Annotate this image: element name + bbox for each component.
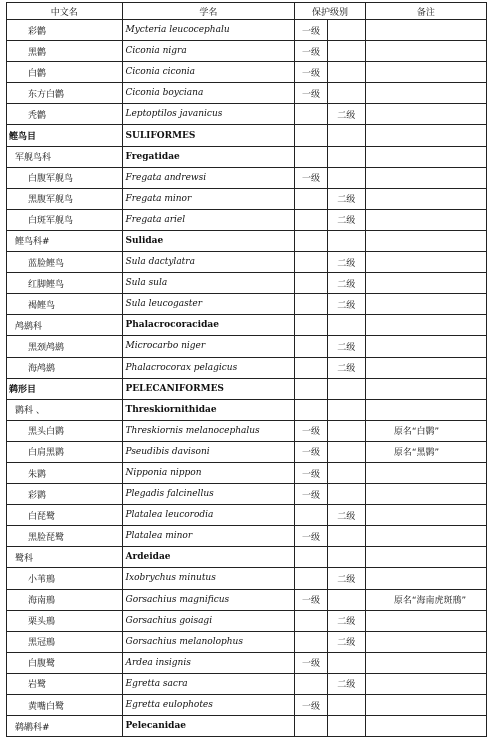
chinese-name-cell: 海鸬鹚 xyxy=(7,357,123,378)
chinese-name-cell: 黑冠鳽 xyxy=(7,631,123,652)
scientific-name-cell: Fregata ariel xyxy=(122,209,295,230)
remarks-cell xyxy=(365,652,486,673)
remarks-cell xyxy=(365,62,486,83)
chinese-name-cell: 白肩黑鹮 xyxy=(7,441,123,462)
chinese-name-cell: 东方白鹳 xyxy=(7,83,123,104)
scientific-name-cell: Ciconia ciconia xyxy=(122,62,295,83)
level-two-cell: 二级 xyxy=(327,505,365,526)
scientific-name-cell: Ardeidae xyxy=(122,547,295,568)
scientific-name-cell: Sula leucogaster xyxy=(122,294,295,315)
chinese-name-cell: 鸬鹚科 xyxy=(7,315,123,336)
remarks-cell xyxy=(365,252,486,273)
level-two-cell xyxy=(327,167,365,188)
level-one-cell: 一级 xyxy=(295,62,328,83)
remarks-cell xyxy=(365,399,486,420)
species-row xyxy=(7,441,487,462)
level-two-cell xyxy=(327,547,365,568)
scientific-name-cell: Phalacrocoracidae xyxy=(122,315,295,336)
level-two-cell xyxy=(327,83,365,104)
level-two-cell: 二级 xyxy=(327,252,365,273)
remarks-cell xyxy=(365,462,486,483)
chinese-name-cell: 彩鹳 xyxy=(7,20,123,41)
remarks-cell xyxy=(365,83,486,104)
scientific-name-cell: Ciconia nigra xyxy=(122,41,295,62)
level-two-cell: 二级 xyxy=(327,209,365,230)
scientific-name-cell: Ixobrychus minutus xyxy=(122,568,295,589)
remarks-cell xyxy=(365,357,486,378)
chinese-name-cell: 黑鹳 xyxy=(7,41,123,62)
chinese-name-cell: 鹮科 、 xyxy=(7,399,123,420)
species-row xyxy=(7,357,487,378)
level-one-cell: 一级 xyxy=(295,462,328,483)
chinese-name-cell: 白斑军舰鸟 xyxy=(7,209,123,230)
level-one-cell xyxy=(295,125,328,146)
level-two-cell: 二级 xyxy=(327,673,365,694)
species-row xyxy=(7,420,487,441)
chinese-name-cell: 白腹军舰鸟 xyxy=(7,167,123,188)
scientific-name-cell: Ciconia boyciana xyxy=(122,83,295,104)
chinese-name-cell: 鹈鹕科# xyxy=(7,716,123,737)
level-two-cell xyxy=(327,41,365,62)
chinese-name-cell: 秃鹳 xyxy=(7,104,123,125)
level-one-cell xyxy=(295,568,328,589)
species-row xyxy=(7,695,487,716)
remarks-cell xyxy=(365,378,486,399)
species-row xyxy=(7,294,487,315)
level-one-cell xyxy=(295,146,328,167)
remarks-cell xyxy=(365,20,486,41)
species-row xyxy=(7,83,487,104)
scientific-name-cell: Leptoptilos javanicus xyxy=(122,104,295,125)
level-two-cell xyxy=(327,399,365,420)
header-chinese-name: 中文名 xyxy=(7,3,123,20)
level-two-cell xyxy=(327,230,365,251)
species-row xyxy=(7,631,487,652)
species-row xyxy=(7,62,487,83)
level-one-cell: 一级 xyxy=(295,20,328,41)
level-one-cell: 一级 xyxy=(295,441,328,462)
order-row xyxy=(7,125,487,146)
header-remarks: 备注 xyxy=(365,3,486,20)
remarks-cell: 原名“白鹮” xyxy=(365,420,486,441)
family-row xyxy=(7,716,487,737)
chinese-name-cell: 白鹳 xyxy=(7,62,123,83)
remarks-cell xyxy=(365,547,486,568)
level-two-cell: 二级 xyxy=(327,188,365,209)
remarks-cell xyxy=(365,568,486,589)
species-row xyxy=(7,568,487,589)
level-two-cell xyxy=(327,589,365,610)
header-scientific-name: 学名 xyxy=(122,3,295,20)
scientific-name-cell: Platalea minor xyxy=(122,526,295,547)
level-two-cell xyxy=(327,378,365,399)
chinese-name-cell: 鹭科 xyxy=(7,547,123,568)
level-two-cell xyxy=(327,462,365,483)
scientific-name-cell: Plegadis falcinellus xyxy=(122,484,295,505)
chinese-name-cell: 鲣鸟目 xyxy=(7,125,123,146)
species-row xyxy=(7,336,487,357)
scientific-name-cell: PELECANIFORMES xyxy=(122,378,295,399)
species-row xyxy=(7,252,487,273)
species-row xyxy=(7,462,487,483)
species-row xyxy=(7,104,487,125)
level-one-cell xyxy=(295,357,328,378)
scientific-name-cell: Nipponia nippon xyxy=(122,462,295,483)
scientific-name-cell: Microcarbo niger xyxy=(122,336,295,357)
level-one-cell xyxy=(295,505,328,526)
remarks-cell: 原名“海南虎斑鳽” xyxy=(365,589,486,610)
scientific-name-cell: Pelecanidae xyxy=(122,716,295,737)
scientific-name-cell: Phalacrocorax pelagicus xyxy=(122,357,295,378)
scientific-name-cell: Platalea leucorodia xyxy=(122,505,295,526)
level-one-cell: 一级 xyxy=(295,420,328,441)
remarks-cell xyxy=(365,230,486,251)
level-two-cell xyxy=(327,125,365,146)
remarks-cell xyxy=(365,209,486,230)
scientific-name-cell: Gorsachius magnificus xyxy=(122,589,295,610)
scientific-name-cell: Egretta eulophotes xyxy=(122,695,295,716)
level-one-cell: 一级 xyxy=(295,41,328,62)
remarks-cell xyxy=(365,294,486,315)
chinese-name-cell: 黑脸琵鹭 xyxy=(7,526,123,547)
level-two-cell xyxy=(327,146,365,167)
level-one-cell xyxy=(295,188,328,209)
level-one-cell xyxy=(295,378,328,399)
chinese-name-cell: 军舰鸟科 xyxy=(7,146,123,167)
level-one-cell xyxy=(295,610,328,631)
level-one-cell: 一级 xyxy=(295,589,328,610)
scientific-name-cell: SULIFORMES xyxy=(122,125,295,146)
remarks-cell xyxy=(365,125,486,146)
level-two-cell: 二级 xyxy=(327,631,365,652)
family-row xyxy=(7,547,487,568)
level-one-cell xyxy=(295,399,328,420)
level-one-cell xyxy=(295,230,328,251)
scientific-name-cell: Sula sula xyxy=(122,273,295,294)
level-one-cell xyxy=(295,252,328,273)
family-row xyxy=(7,230,487,251)
level-one-cell: 一级 xyxy=(295,695,328,716)
species-row xyxy=(7,167,487,188)
remarks-cell xyxy=(365,104,486,125)
chinese-name-cell: 朱鹮 xyxy=(7,462,123,483)
species-row xyxy=(7,273,487,294)
family-row xyxy=(7,315,487,336)
chinese-name-cell: 褐鲣鸟 xyxy=(7,294,123,315)
level-one-cell xyxy=(295,673,328,694)
family-row xyxy=(7,146,487,167)
remarks-cell xyxy=(365,188,486,209)
level-one-cell xyxy=(295,273,328,294)
level-two-cell: 二级 xyxy=(327,568,365,589)
level-two-cell xyxy=(327,484,365,505)
chinese-name-cell: 海南鳽 xyxy=(7,589,123,610)
level-two-cell: 二级 xyxy=(327,336,365,357)
remarks-cell xyxy=(365,526,486,547)
species-row xyxy=(7,505,487,526)
scientific-name-cell: Egretta sacra xyxy=(122,673,295,694)
level-two-cell xyxy=(327,716,365,737)
level-two-cell xyxy=(327,420,365,441)
table-header-row xyxy=(7,3,487,20)
level-two-cell xyxy=(327,62,365,83)
level-two-cell: 二级 xyxy=(327,104,365,125)
chinese-name-cell: 小苇鳽 xyxy=(7,568,123,589)
order-row xyxy=(7,378,487,399)
level-one-cell xyxy=(295,209,328,230)
remarks-cell: 原名“黑鹮” xyxy=(365,441,486,462)
remarks-cell xyxy=(365,273,486,294)
level-one-cell: 一级 xyxy=(295,83,328,104)
level-one-cell xyxy=(295,716,328,737)
level-one-cell: 一级 xyxy=(295,652,328,673)
level-two-cell: 二级 xyxy=(327,357,365,378)
chinese-name-cell: 栗头鳽 xyxy=(7,610,123,631)
species-row xyxy=(7,20,487,41)
chinese-name-cell: 白琵鹭 xyxy=(7,505,123,526)
remarks-cell xyxy=(365,695,486,716)
scientific-name-cell: Gorsachius goisagi xyxy=(122,610,295,631)
remarks-cell xyxy=(365,631,486,652)
chinese-name-cell: 黄嘴白鹭 xyxy=(7,695,123,716)
level-one-cell xyxy=(295,104,328,125)
remarks-cell xyxy=(365,41,486,62)
species-row xyxy=(7,610,487,631)
level-one-cell xyxy=(295,336,328,357)
scientific-name-cell: Fregata minor xyxy=(122,188,295,209)
remarks-cell xyxy=(365,673,486,694)
scientific-name-cell: Mycteria leucocephalu xyxy=(122,20,295,41)
species-row xyxy=(7,209,487,230)
scientific-name-cell: Fregatidae xyxy=(122,146,295,167)
chinese-name-cell: 鲣鸟科# xyxy=(7,230,123,251)
document-page xyxy=(6,2,487,737)
level-two-cell xyxy=(327,652,365,673)
level-two-cell: 二级 xyxy=(327,610,365,631)
level-one-cell xyxy=(295,315,328,336)
remarks-cell xyxy=(365,505,486,526)
table-body xyxy=(7,20,487,737)
species-row xyxy=(7,41,487,62)
level-one-cell xyxy=(295,547,328,568)
level-two-cell xyxy=(327,441,365,462)
chinese-name-cell: 黑颈鸬鹚 xyxy=(7,336,123,357)
level-two-cell: 二级 xyxy=(327,273,365,294)
scientific-name-cell: Gorsachius melanolophus xyxy=(122,631,295,652)
species-row xyxy=(7,652,487,673)
remarks-cell xyxy=(365,336,486,357)
chinese-name-cell: 红脚鲣鸟 xyxy=(7,273,123,294)
chinese-name-cell: 鹈形目 xyxy=(7,378,123,399)
remarks-cell xyxy=(365,167,486,188)
chinese-name-cell: 黑腹军舰鸟 xyxy=(7,188,123,209)
species-row xyxy=(7,188,487,209)
level-two-cell xyxy=(327,20,365,41)
header-protection-level: 保护级别 xyxy=(295,3,366,20)
remarks-cell xyxy=(365,315,486,336)
scientific-name-cell: Sulidae xyxy=(122,230,295,251)
scientific-name-cell: Ardea insignis xyxy=(122,652,295,673)
level-one-cell xyxy=(295,631,328,652)
species-row xyxy=(7,589,487,610)
level-one-cell: 一级 xyxy=(295,167,328,188)
scientific-name-cell: Fregata andrewsi xyxy=(122,167,295,188)
level-two-cell xyxy=(327,315,365,336)
scientific-name-cell: Threskiornithidae xyxy=(122,399,295,420)
scientific-name-cell: Threskiornis melanocephalus xyxy=(122,420,295,441)
level-two-cell: 二级 xyxy=(327,294,365,315)
species-row xyxy=(7,526,487,547)
level-one-cell: 一级 xyxy=(295,484,328,505)
chinese-name-cell: 彩鹮 xyxy=(7,484,123,505)
level-two-cell xyxy=(327,695,365,716)
chinese-name-cell: 白腹鹭 xyxy=(7,652,123,673)
family-row xyxy=(7,399,487,420)
species-row xyxy=(7,484,487,505)
level-one-cell xyxy=(295,294,328,315)
chinese-name-cell: 蓝脸鲣鸟 xyxy=(7,252,123,273)
remarks-cell xyxy=(365,610,486,631)
level-two-cell xyxy=(327,526,365,547)
scientific-name-cell: Pseudibis davisoni xyxy=(122,441,295,462)
level-one-cell: 一级 xyxy=(295,526,328,547)
species-row xyxy=(7,673,487,694)
remarks-cell xyxy=(365,146,486,167)
chinese-name-cell: 岩鹭 xyxy=(7,673,123,694)
species-protection-table xyxy=(6,2,487,737)
remarks-cell xyxy=(365,484,486,505)
remarks-cell xyxy=(365,716,486,737)
scientific-name-cell: Sula dactylatra xyxy=(122,252,295,273)
chinese-name-cell: 黑头白鹮 xyxy=(7,420,123,441)
